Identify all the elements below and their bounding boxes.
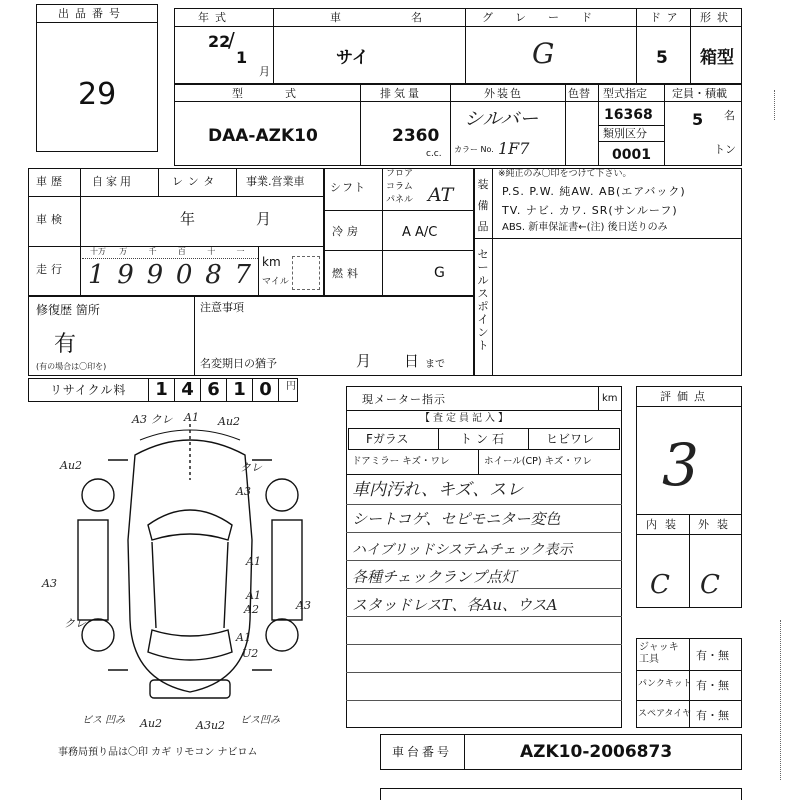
odometer-digit-label: 百: [177, 247, 186, 256]
name-label: 車名: [330, 11, 492, 24]
seats-value: 5: [692, 110, 704, 129]
odometer-digit: 0: [175, 260, 193, 290]
color-no-label: カラー No.: [454, 145, 494, 154]
damage-label: Au2: [60, 459, 83, 472]
meter-label: 現メーター指示: [362, 393, 446, 406]
interior-value: C: [650, 570, 670, 600]
damage-label: Au2: [218, 415, 241, 428]
damage-label: クレ: [240, 461, 262, 474]
interior-label: 内装: [646, 518, 684, 531]
puncture-choice: 有・無: [696, 679, 729, 692]
equip-line1: P.S. P.W. 純AW. AB(エアバック): [502, 185, 686, 198]
ton-unit: トン: [714, 143, 736, 156]
inspection-label: 車検: [36, 213, 66, 226]
damage-label: U2: [242, 647, 259, 660]
jack-choice: 有・無: [696, 649, 729, 662]
comment-line: 車内汚れ、キズ、スレ: [352, 480, 524, 500]
name-change-label: 名変期日の猶予: [200, 357, 277, 370]
wheel-label: ホイール(CP) キズ・ワレ: [484, 456, 592, 467]
comment-line: ハイブリッドシステムチェック表示: [352, 542, 573, 558]
recycle-digit: 6: [200, 378, 227, 402]
shift-floor: フロア: [386, 169, 414, 179]
door-label: ドア: [650, 11, 684, 24]
business-use: 事業.営業車: [246, 175, 305, 188]
shift-value: AT: [428, 184, 454, 206]
repair-label: 修復歴 箇所: [36, 303, 100, 317]
odometer-digit-label: 万: [119, 247, 128, 256]
mile-checkbox: [292, 256, 320, 290]
inspection-month-unit: 月: [256, 210, 272, 228]
damage-diagram: [70, 420, 310, 720]
odometer-digit: 1: [88, 260, 105, 290]
damage-label: A2: [244, 603, 259, 616]
month-unit: 月: [259, 65, 271, 78]
cap-label: 定員・積載: [672, 87, 727, 100]
disp-value: 2360: [392, 126, 440, 146]
tonneau-label: トン石: [460, 432, 509, 446]
damage-label: A1: [246, 589, 261, 602]
damage-label: A3: [296, 599, 311, 612]
year-value: 22: [208, 32, 231, 51]
door-value: 5: [656, 48, 668, 68]
recycle-digit: 4: [174, 378, 201, 402]
typeno-label: 型式指定: [603, 87, 647, 100]
odometer-digit: 9: [146, 260, 164, 290]
odometer-digit-label: 十: [207, 247, 216, 256]
history-label: 車歴: [36, 175, 66, 188]
color-no-value: 1F7: [498, 139, 530, 158]
odometer-digit: 9: [117, 260, 134, 290]
seats-unit: 名: [724, 109, 735, 122]
diagram-footer: 事務局預り品は〇印 カギ リモコン ナビロム: [58, 747, 258, 758]
comment-rule: [346, 588, 622, 589]
color-label: 外装色: [484, 87, 523, 100]
lot-number: 29: [78, 77, 117, 112]
name-change-day: 日: [404, 352, 420, 370]
jack-label: ジャッキ 工具: [639, 642, 679, 665]
equip-box: [474, 168, 742, 376]
comment-rule: [346, 644, 622, 645]
shift-label: シフト: [330, 181, 366, 194]
odometer-digit: 7: [234, 260, 252, 290]
equip-side-label: 装備品: [477, 178, 489, 233]
damage-label: A1: [236, 631, 251, 644]
lot-label: 出品番号: [58, 7, 126, 20]
ac-label: 冷房: [332, 225, 362, 238]
comment-rule: [346, 700, 622, 701]
rental-use: レンタ: [172, 175, 220, 188]
mileage-label: 走行: [36, 263, 66, 276]
recycle-label: リサイクル料: [50, 383, 127, 397]
name-change-made: まで: [425, 359, 445, 370]
mile-unit: マイル: [262, 277, 289, 287]
odometer-digit-label: 一: [236, 247, 245, 256]
exterior-label: 外装: [698, 518, 736, 531]
repair-value: 有: [54, 332, 77, 357]
equip-note: ※純正のみ〇印をつけて下さい。: [498, 169, 632, 179]
damage-label: A3 クレ: [132, 413, 173, 426]
shift-column: コラム: [386, 182, 413, 192]
auction-sheet: 出品番号 29 年式 車名 グレード ドア 形状 22 / 1 月 サイ G 5 箱型 型式 排気量 外装色 色替 型式指定 定員・積載 DAA-AZK10 2360 c.c. シルバー カラー No. 1F7 16368 類別区分 0001 5 名 トン 車歴 自家用 レンタ 事業.営業車 車検 年 月 走行 十万 1 万 9 千 9 百 0 十 8 一 7 km マイル シフト フロア コラム パネル AT 冷房 A A/C 燃料 G 装備品 ※純正のみ〇印をつけて下さい。 P.S. P.W. 純AW. AB(エアバック) TV. ナビ. カワ. SR(サンルーフ) ABS. 新車保証書←(注) 後日送りのみ セールスポイント 修復歴 箇所 有 (有の場合は〇印を) 注意事項 名変期日の猶予 月 日 まで リサイクル料 1 4 6 1 0 円 A3 クレ A1 Au2 Au2 クレ A3 A1 A3 クレ A1 A2 U2 A3 ビス 凹み Au2 A3u2 A1 ビス凹み 事務局預り品は〇印 カギ リモコン ナビロム 現メーター指示 km 【査定員記入】 Fガラス トン石 ヒビワレ ドアミラー キズ・ワレ ホイール(CP) キズ・ワレ 車内汚れ、キズ、スレ シートコゲ、セピモニター変色 ハイブリッドシステムチェック表示 各種チェックランプ点灯 スタッドレスT、各Au、ウスA 評価点 3 内装 外装 C C ジャッキ 工具 パンクキット スペアタイヤ 有・無 有・無 有・無 車台番号 AZK10-2006873: [0, 0, 800, 800]
score-label: 評価点: [660, 390, 711, 403]
chassis-label: 車台番号: [392, 745, 453, 759]
colorchg-label: 色替: [568, 87, 590, 100]
recycle-yen: 円: [286, 381, 296, 392]
comment-rule: [346, 616, 622, 617]
odometer-digit-label: 十万: [90, 247, 106, 256]
comment-rule: [346, 532, 622, 533]
model-value: DAA-AZK10: [208, 126, 318, 146]
cc-unit: c.c.: [426, 149, 442, 159]
meter-km: km: [602, 393, 618, 404]
odometer-digit: 8: [205, 260, 222, 290]
car-name: サイ: [336, 48, 369, 68]
comment-line: 各種チェックランプ点灯: [352, 568, 517, 586]
caution-label: 注意事項: [200, 301, 244, 314]
inspection-year-unit: 年: [180, 210, 196, 228]
comment-rule: [346, 672, 622, 673]
fuel-value: G: [434, 265, 445, 281]
year-label: 年式: [198, 11, 232, 24]
body-value: 箱型: [700, 48, 734, 68]
bottom-box: [380, 788, 742, 800]
damage-label: クレ: [64, 617, 86, 630]
comment-line: シートコゲ、セピモニター変色: [352, 510, 561, 528]
mirror-label: ドアミラー キズ・ワレ: [352, 456, 450, 467]
recycle-digit: 1: [148, 378, 175, 402]
ac-value: A A/C: [402, 225, 438, 240]
damage-label: ビス 凹み: [82, 715, 126, 726]
spare-label: スペアタイヤ: [638, 709, 692, 719]
class-value: 0001: [612, 147, 651, 163]
comment-rule: [346, 560, 622, 561]
score-value: 3: [662, 431, 699, 499]
recycle-digit: 1: [226, 378, 253, 402]
puncture-label: パンクキット: [638, 679, 692, 689]
damage-label: A3: [42, 577, 57, 590]
spare-choice: 有・無: [696, 709, 729, 722]
month-value: 1: [236, 48, 248, 67]
equip-line2: TV. ナビ. カワ. SR(サンルーフ): [502, 204, 678, 217]
chassis-value: AZK10-2006873: [520, 742, 673, 762]
exterior-value: C: [700, 570, 720, 600]
repair-note: (有の場合は〇印を): [36, 362, 107, 371]
model-label: 型式: [232, 87, 338, 100]
damage-label: ビス凹み: [240, 715, 280, 726]
comment-line: スタッドレスT、各Au、ウスA: [352, 596, 558, 614]
grade-value: G: [532, 37, 555, 70]
km-unit: km: [262, 255, 281, 269]
private-use: 自家用: [92, 175, 134, 188]
recycle-digit: 0: [252, 378, 279, 402]
fuel-label: 燃料: [332, 267, 362, 280]
odometer-digit-label: 千: [148, 247, 157, 256]
damage-label: Au2: [140, 717, 163, 730]
damage-label: A3: [236, 485, 251, 498]
fglass-label: Fガラス: [366, 432, 409, 446]
disp-label: 排気量: [380, 87, 422, 100]
name-change-month: 月: [356, 352, 372, 370]
damage-label: A3u2: [196, 719, 226, 732]
equip-line3: ABS. 新車保証書←(注) 後日送りのみ: [502, 222, 668, 233]
color-value: シルバー: [464, 108, 539, 130]
grade-label: グレード: [482, 11, 614, 24]
inspector-title: 【査定員記入】: [420, 413, 511, 424]
shift-panel: パネル: [386, 195, 414, 205]
damage-label: A1: [246, 555, 261, 568]
crack-label: ヒビワレ: [546, 432, 595, 446]
typeno-value: 16368: [604, 107, 653, 123]
body-label: 形状: [700, 11, 734, 24]
class-label: 類別区分: [603, 127, 647, 140]
comment-rule: [346, 504, 622, 505]
selling-points-label: セールスポイント: [477, 248, 489, 352]
damage-label: A1: [184, 411, 199, 424]
